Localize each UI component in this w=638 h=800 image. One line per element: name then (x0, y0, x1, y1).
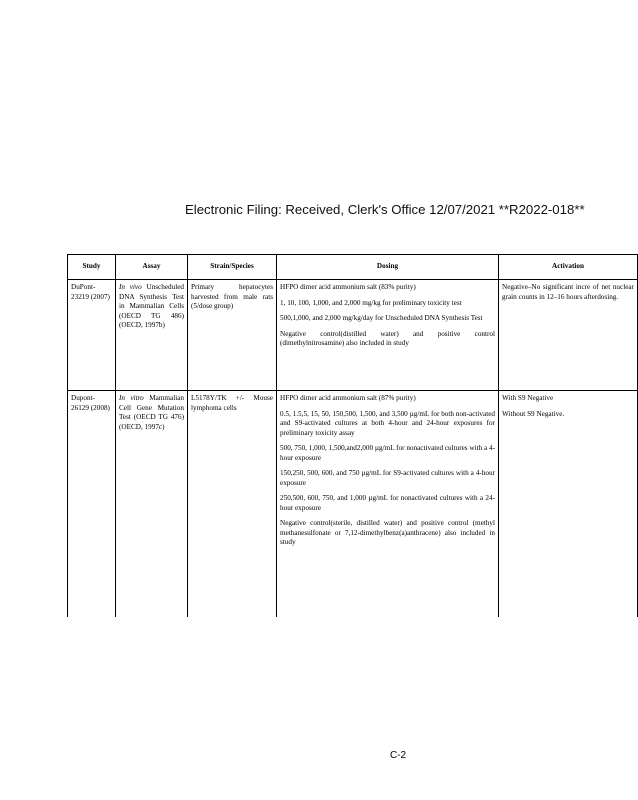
study-cell: DuPont-23219 (2007) (68, 280, 116, 391)
dosing-item: 500, 750, 1,000, 1,500,and2,000 µg/mL for nonactivated cultures with a 4-hour exposure (280, 444, 495, 462)
page-number: C-2 (390, 750, 407, 761)
dosing-item: Negative control(distilled water) and positive control (dimethylnitrosamine) also included in study (280, 329, 495, 347)
study-table-container (67, 254, 634, 608)
strain-cell: Primary hepatocytes harvested from male rats (5/dose group) (188, 280, 277, 391)
col-header-dosing: Dosing (277, 255, 499, 280)
assay-description: Unscheduled DNA Synthesis Test in Mammalian Cells (OECD TG 486) (OECD, 1997b) (119, 283, 184, 329)
dosing-cell (277, 391, 499, 618)
assay-cell (116, 280, 188, 391)
table-row (68, 391, 638, 618)
assay-description: Mammalian Cell Gene Mutation Test (OECD TG 476) (OECD, 1997c) (119, 394, 184, 431)
dosing-item: HFPO dimer acid ammonium salt (87% purity) (280, 394, 416, 402)
col-header-assay: Assay (116, 255, 188, 280)
dosing-item: 500,1,000, and 2,000 mg/kg/day for Unscheduled DNA Synthesis Test (280, 314, 483, 322)
assay-type: In vitro (119, 394, 144, 402)
dosing-item: Negative control(sterile, distilled water) and positive control (methyl methanesulfonate or 7,12-dimethylbenz(a)anthracene) also included in study (280, 519, 495, 546)
col-header-activation: Activation (499, 255, 638, 280)
dosing-item: 150,250, 500, 600, and 750 µg/mL for S9-activated cultures with a 4-hour exposure (280, 469, 495, 487)
activation-cell (499, 280, 638, 391)
table-header-row (68, 255, 638, 280)
dosing-cell (277, 280, 499, 391)
activation-item: Negative–No significant incre of net nuclear grain counts in 12–16 hours afterdosing. (502, 283, 634, 301)
assay-type: In vivo (119, 283, 142, 291)
assay-cell (116, 391, 188, 618)
col-header-strain: Strain/Species (188, 255, 277, 280)
dosing-item: 1, 10, 100, 1,000, and 2,000 mg/kg for preliminary toxicity test (280, 298, 462, 307)
activation-cell (499, 391, 638, 618)
dosing-item: 250,500, 600, 750, and 1,000 µg/mL for nonactivated cultures with a 24-hour exposure (280, 494, 495, 512)
dosing-item: HFPO dimer acid ammonium salt (83% purity) (280, 283, 416, 291)
study-table (67, 254, 638, 617)
filing-header: Electronic Filing: Received, Clerk's Office 12/07/2021 **R2022-018** (185, 202, 585, 217)
activation-item: Without S9 Negative. (502, 409, 565, 418)
strain-cell: L5178Y/TK +/- Mouse lymphoma cells (188, 391, 277, 618)
activation-item: With S9 Negative (502, 394, 554, 402)
dosing-item: 0.5, 1.5,5, 15, 50, 150,500, 1,500, and 3,500 µg/mL for both non-activated and S9-activated cultures at both 4-hour and 24-hour exposures for preliminary toxicity assay (280, 409, 495, 437)
col-header-study: Study (68, 255, 116, 280)
table-row (68, 280, 638, 391)
study-cell: Dupont-26129 (2008) (68, 391, 116, 618)
